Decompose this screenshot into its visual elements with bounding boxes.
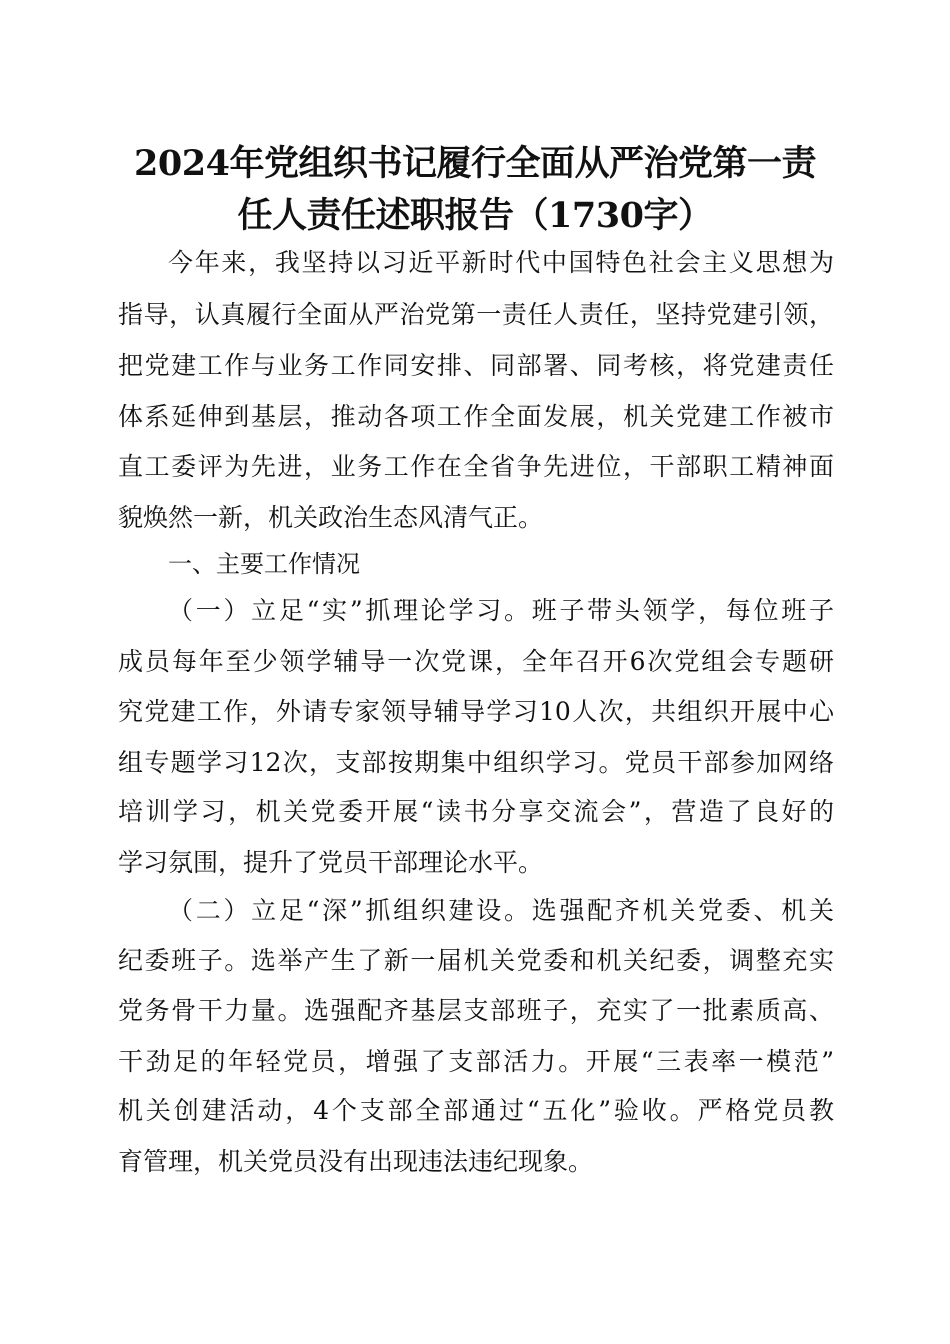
section-heading: 一、主要工作情况 [168, 550, 360, 578]
intro-paragraph-line: 体系延伸到基层，推动各项工作全面发展，机关党建工作被市 [118, 402, 834, 431]
paragraph-2-line: 育管理，机关党员没有出现违法违纪现象。 [118, 1147, 594, 1176]
paragraph-2-line: 党务骨干力量。选强配齐基层支部班子，充实了一批素质高、 [118, 996, 834, 1025]
paragraph-2-line: 纪委班子。选举产生了新一届机关党委和机关纪委，调整充实 [118, 946, 834, 975]
document-title-line-1: 2024年党组织书记履行全面从严治党第一责 [134, 143, 816, 184]
paragraph-1-line: （一）立足“实”抓理论学习。班子带头领学，每位班子 [168, 596, 834, 625]
intro-paragraph-line: 貌焕然一新，机关政治生态风清气正。 [118, 503, 544, 532]
paragraph-1-line: 组专题学习12次，支部按期集中组织学习。党员干部参加网络 [118, 748, 834, 777]
paragraph-2-line: 干劲足的年轻党员，增强了支部活力。开展“三表率一模范” [118, 1047, 834, 1076]
paragraph-1-line: 成员每年至少领学辅导一次党课，全年召开6次党组会专题研 [118, 647, 834, 676]
document-title-line-2: 任人责任述职报告（1730字） [237, 195, 713, 236]
intro-paragraph-line: 指导，认真履行全面从严治党第一责任人责任，坚持党建引领， [118, 300, 834, 329]
paragraph-1-line: 培训学习，机关党委开展“读书分享交流会”，营造了良好的 [118, 797, 834, 826]
intro-paragraph-line: 直工委评为先进，业务工作在全省争先进位，干部职工精神面 [118, 452, 834, 481]
paragraph-1-line: 究党建工作，外请专家领导辅导学习10人次，共组织开展中心 [118, 697, 834, 726]
paragraph-2-line: （二）立足“深”抓组织建设。选强配齐机关党委、机关 [168, 896, 834, 925]
paragraph-1-line: 学习氛围，提升了党员干部理论水平。 [118, 848, 544, 877]
intro-paragraph-line: 今年来，我坚持以习近平新时代中国特色社会主义思想为 [168, 248, 834, 277]
intro-paragraph-line: 把党建工作与业务工作同安排、同部署、同考核，将党建责任 [118, 351, 834, 380]
paragraph-2-line: 机关创建活动，4个支部全部通过“五化”验收。严格党员教 [118, 1096, 834, 1125]
